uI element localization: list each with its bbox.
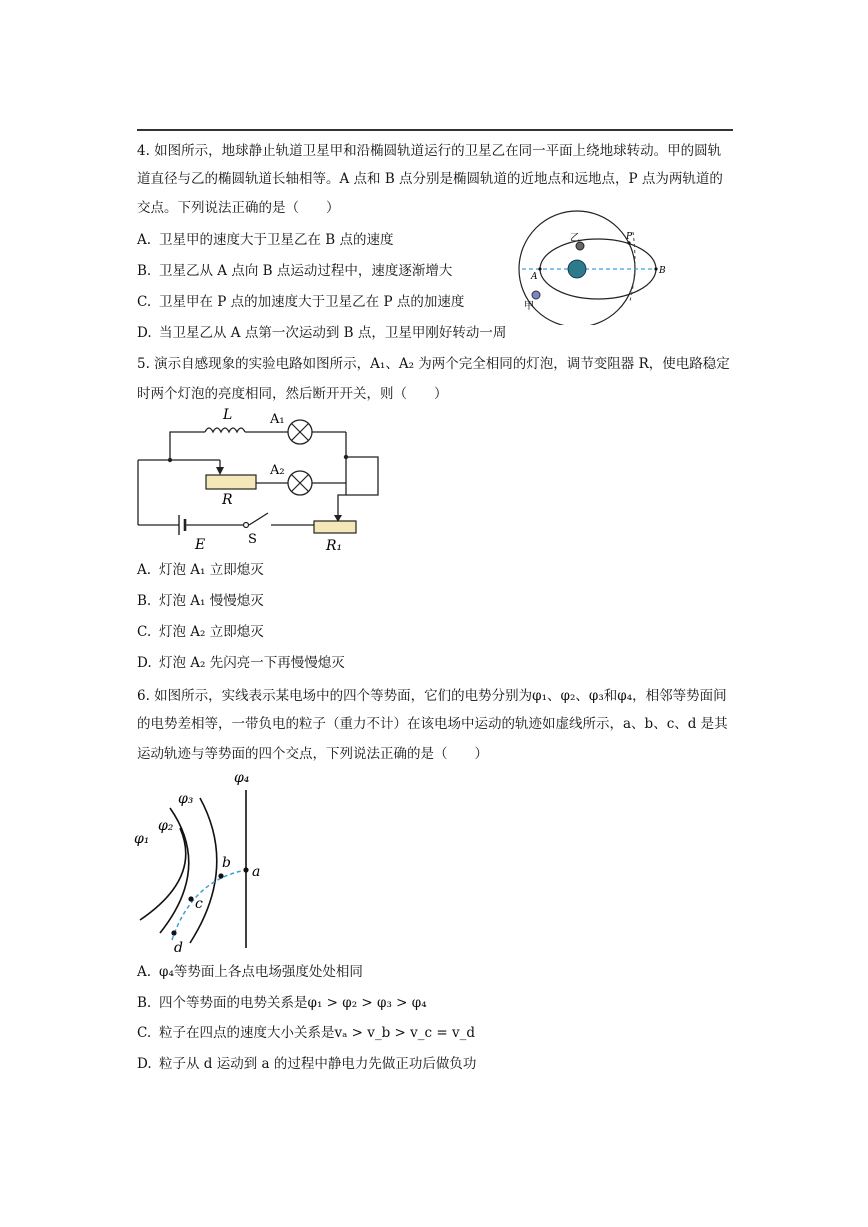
q6-stem-line-1: 6. 如图所示，实线表示某电场中的四个等势面，它们的电势分别为φ₁、φ₂、φ₃和φ₄，相邻等势面间 <box>137 688 727 704</box>
q4-stem-line-2: 道直径与乙的椭圆轨道长轴相等。A 点和 B 点分别是椭圆轨道的近地点和远地点，P 点为两轨道的 <box>137 171 723 187</box>
q5-option-d <box>137 653 345 673</box>
point-a-dot <box>243 867 248 872</box>
point-d-dot <box>171 930 176 935</box>
q6-option-b <box>137 993 427 1013</box>
q4-option-a <box>137 230 394 250</box>
option-label: C. <box>137 294 152 310</box>
label-b: b <box>222 855 231 871</box>
q5-option-c <box>137 622 264 642</box>
q6-stem-line-2: 的电势差相等，一带负电的粒子（重力不计）在该电场中运动的轨迹如虚线所示，a、b、c、d 是其 <box>137 716 728 732</box>
rheostat-r1 <box>314 521 356 533</box>
label-l: L <box>223 407 233 423</box>
option-text: φ₄等势面上各点电场强度处处相同 <box>159 964 363 980</box>
option-label: C. <box>137 1025 152 1041</box>
option-text: 四个等势面的电势关系是φ₁ > φ₂ > φ₃ > φ₄ <box>159 995 427 1011</box>
option-label: C. <box>137 624 152 640</box>
q5-stem-line-1: 5. 演示自感现象的实验电路如图所示，A₁、A₂ 为两个完全相同的灯泡，调节变阻器 R，使电路稳定 <box>137 356 730 372</box>
option-text: 当卫星乙从 A 点第一次运动到 B 点，卫星甲刚好转动一周 <box>159 325 507 341</box>
q5-option-a <box>137 560 264 580</box>
orbit-figure <box>490 205 680 325</box>
label-yi: 乙 <box>570 233 580 244</box>
inductor-coil <box>205 428 245 432</box>
label-c: c <box>195 896 203 912</box>
junction-left <box>168 458 172 462</box>
option-text: 灯泡 A₂ 立即熄灭 <box>159 624 264 640</box>
option-text: 粒子在四点的速度大小关系是vₐ > v_b > v_c = v_d <box>159 1025 475 1041</box>
option-text: 灯泡 A₁ 立即熄灭 <box>159 562 264 578</box>
q4-option-b <box>137 261 452 281</box>
option-text: 灯泡 A₂ 先闪亮一下再慢慢熄灭 <box>159 655 345 671</box>
option-label: B. <box>137 995 152 1011</box>
switch-contact <box>244 523 249 528</box>
option-text: 卫星乙从 A 点向 B 点运动过程中，速度逐渐增大 <box>159 263 453 279</box>
label-phi2: φ₂ <box>158 818 174 834</box>
option-label: D. <box>137 1056 152 1072</box>
lamp-a2-icon <box>288 471 312 495</box>
label-b: B <box>659 266 666 276</box>
label-a: a <box>252 864 261 880</box>
rheostat-r-arrow <box>216 467 224 475</box>
q4-stem-line-1: 4. 如图所示，地球静止轨道卫星甲和沿椭圆轨道运行的卫星乙在同一平面上绕地球转动。甲的圆轨 <box>137 143 722 159</box>
point-b-dot <box>218 873 223 878</box>
q6-option-a <box>137 962 363 982</box>
header-rule <box>137 129 733 131</box>
circuit-figure <box>130 405 390 555</box>
option-text: 灯泡 A₁ 慢慢熄灭 <box>159 593 264 609</box>
label-p: P <box>626 232 633 242</box>
q6-option-d <box>137 1054 476 1074</box>
label-s: S <box>248 532 257 547</box>
q4-stem-line-3: 交点。下列说法正确的是（ ） <box>137 200 340 216</box>
label-a1: A₁ <box>270 412 285 427</box>
satellite-jia-icon <box>532 291 540 299</box>
label-e: E <box>195 537 206 553</box>
lamp-a1-icon <box>288 420 312 444</box>
option-label: A. <box>137 232 152 248</box>
label-jia: 甲 <box>524 301 534 312</box>
label-d: d <box>174 940 183 956</box>
equipotential-figure <box>130 768 290 958</box>
point-b-dot <box>654 267 657 270</box>
option-label: D. <box>137 325 152 341</box>
option-label: B. <box>137 263 152 279</box>
point-c-dot <box>188 896 193 901</box>
label-a: A <box>531 272 538 282</box>
option-label: D. <box>137 655 152 671</box>
junction-right <box>344 455 348 459</box>
point-a-dot <box>538 267 541 270</box>
option-label: B. <box>137 593 152 609</box>
q5-stem-line-2: 时两个灯泡的亮度相同，然后断开开关，则（ ） <box>137 386 448 402</box>
option-text: 卫星甲在 P 点的加速度大于卫星乙在 P 点的加速度 <box>159 294 465 310</box>
q4-option-d <box>137 323 506 343</box>
q6-stem-line-3: 运动轨迹与等势面的四个交点，下列说法正确的是（ ） <box>137 746 488 762</box>
option-text: 粒子从 d 运动到 a 的过程中静电力先做正功后做负功 <box>159 1056 477 1072</box>
option-label: A. <box>137 964 152 980</box>
option-text: 卫星甲的速度大于卫星乙在 B 点的速度 <box>159 232 394 248</box>
q5-option-b <box>137 591 264 611</box>
label-r: R <box>222 492 233 508</box>
option-label: A. <box>137 562 152 578</box>
label-a2: A₂ <box>270 463 285 478</box>
earth-icon <box>568 260 586 278</box>
label-phi1: φ₁ <box>134 831 150 847</box>
q6-option-c <box>137 1023 475 1043</box>
rheostat-r <box>206 475 256 489</box>
label-phi4: φ₄ <box>234 770 250 786</box>
label-r1: R₁ <box>326 538 343 554</box>
q4-option-c <box>137 292 464 312</box>
label-phi3: φ₃ <box>178 791 194 807</box>
equipotential-phi3 <box>190 798 217 943</box>
